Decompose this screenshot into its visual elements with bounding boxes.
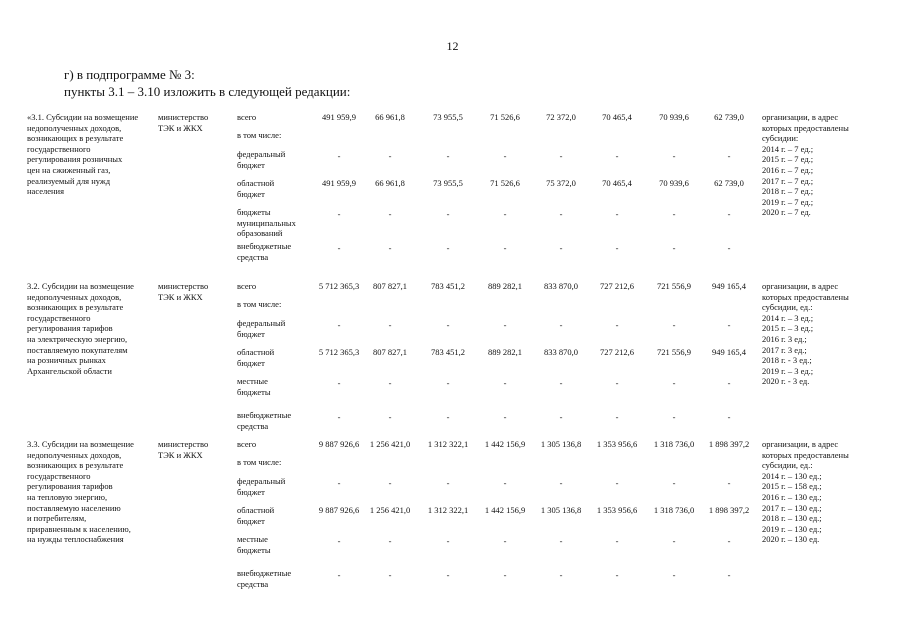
federal-dash-cell: - xyxy=(672,151,676,161)
local-dash-cell: - xyxy=(672,536,676,546)
extrabudget-dash-cell: - xyxy=(672,412,676,422)
extrabudget-dash-cell: - xyxy=(503,570,507,580)
result-line: 2017 г. – 130 ед.; xyxy=(762,502,822,513)
regional-value-cell: 721 556,9 xyxy=(657,347,691,357)
extrabudget-dash-cell: - xyxy=(559,412,563,422)
block-title-line: недополученных доходов, xyxy=(27,122,122,133)
regional-value-cell: 1 898 397,2 xyxy=(708,505,750,515)
federal-dash-cell: - xyxy=(727,320,731,330)
executor-line: ТЭК и ЖКХ xyxy=(158,449,203,460)
federal-dash-cell: - xyxy=(503,320,507,330)
block-title-line: государственного xyxy=(27,143,91,154)
local-dash-cell: - xyxy=(559,209,563,219)
block-title-line: 3.2. Субсидии на возмещение xyxy=(27,281,134,291)
result-line: 2016 г. – 7 ед.; xyxy=(762,165,814,175)
row-label-regional: областной xyxy=(237,505,275,515)
local-dash-cell: - xyxy=(446,536,450,546)
local-dash-cell: - xyxy=(559,378,563,388)
result-line: 2015 г. – 7 ед.; xyxy=(762,154,814,165)
federal-dash-cell: - xyxy=(503,151,507,161)
local-dash-cell: - xyxy=(503,536,507,546)
regional-value-cell: 1 256 421,0 xyxy=(369,505,411,515)
extrabudget-dash-cell: - xyxy=(388,412,392,422)
block-title-line: на розничных рынках xyxy=(27,355,106,366)
result-line: субсидии: xyxy=(762,133,799,144)
result-line: субсидии, ед.: xyxy=(762,460,813,471)
local-dash-cell: - xyxy=(615,536,619,546)
result-line: 2019 г. – 3 ед.; xyxy=(762,365,814,376)
block-title-line: государственного xyxy=(27,312,91,323)
executor-line: ТЭК и ЖКХ xyxy=(158,122,203,133)
federal-dash-cell: - xyxy=(672,320,676,330)
federal-dash-cell: - xyxy=(388,478,392,488)
row-label-federal: федеральный xyxy=(237,476,286,486)
result-line: 2014 г. – 130 ед.; xyxy=(762,470,822,481)
total-value-cell: 70 465,4 xyxy=(602,112,632,122)
row-label-extrabudget: средства xyxy=(237,251,269,262)
executor-line: министерство xyxy=(158,281,209,291)
result-line: 2020 г. - 3 ед. xyxy=(762,376,810,387)
row-label-municipal: бюджеты xyxy=(237,207,271,217)
row-label-mestnye: местные xyxy=(237,534,268,544)
block-title-line: цен на сжиженный газ, xyxy=(27,165,111,175)
row-label-including: в том числе: xyxy=(237,299,282,309)
regional-value-cell: 1 305 136,8 xyxy=(540,505,582,515)
regional-value-cell: 1 312 322,1 xyxy=(427,505,469,515)
regional-value-cell: 71 526,6 xyxy=(490,178,520,188)
row-label-mestnye: бюджеты xyxy=(237,544,271,555)
row-label-regional: бюджет xyxy=(237,188,265,199)
block-title-line: на электрическую энергию, xyxy=(27,334,128,344)
executor-line: министерство xyxy=(158,112,209,122)
federal-dash-cell: - xyxy=(559,320,563,330)
block-title-line: Архангельской области xyxy=(27,365,112,376)
regional-value-cell: 889 282,1 xyxy=(488,347,522,357)
block-title-line: регулирования тарифов xyxy=(27,323,113,334)
result-line: 2016 г. – 130 ед.; xyxy=(762,492,822,502)
row-label-federal: федеральный xyxy=(237,149,286,159)
block-title-line: на нужды теплоснабжения xyxy=(27,534,124,545)
row-label-regional: бюджет xyxy=(237,515,265,526)
extrabudget-dash-cell: - xyxy=(727,243,731,253)
federal-dash-cell: - xyxy=(337,478,341,488)
local-dash-cell: - xyxy=(672,378,676,388)
total-value-cell: 721 556,9 xyxy=(657,281,691,291)
local-dash-cell: - xyxy=(337,378,341,388)
block-title-line: недополученных доходов, xyxy=(27,449,122,460)
regional-value-cell: 949 165,4 xyxy=(712,347,746,357)
result-line: организации, в адрес xyxy=(762,112,839,122)
page-number: 12 xyxy=(446,39,459,53)
block-title-line: поставляемую покупателям xyxy=(27,344,128,355)
result-line: 2019 г. – 7 ед.; xyxy=(762,196,814,207)
federal-dash-cell: - xyxy=(615,320,619,330)
row-label-municipal: образований xyxy=(237,228,283,239)
result-line: 2017 г. 3 ед.; xyxy=(762,344,807,355)
result-line: которых предоставлены xyxy=(762,449,849,460)
row-label-regional: бюджет xyxy=(237,357,265,368)
regional-value-cell: 491 959,9 xyxy=(322,178,356,188)
row-label-regional: областной xyxy=(237,178,275,188)
row-label-total: всего xyxy=(237,112,257,122)
total-value-cell: 1 318 736,0 xyxy=(653,439,695,449)
block-title-line: государственного xyxy=(27,470,91,481)
total-value-cell: 73 955,5 xyxy=(433,112,463,122)
extrabudget-dash-cell: - xyxy=(559,243,563,253)
block-title-line: поставляемую населению xyxy=(27,502,121,513)
regional-value-cell: 75 372,0 xyxy=(546,178,576,188)
regional-value-cell: 1 442 156,9 xyxy=(484,505,526,515)
regional-value-cell: 1 353 956,6 xyxy=(596,505,638,515)
extrabudget-dash-cell: - xyxy=(337,570,341,580)
row-label-federal: бюджет xyxy=(237,328,265,339)
result-line: которых предоставлены xyxy=(762,122,849,133)
extrabudget-dash-cell: - xyxy=(727,570,731,580)
row-label-municipal: муниципальных xyxy=(237,217,296,228)
heading-line-1: г) в подпрограмме № 3: xyxy=(64,67,195,82)
extrabudget-dash-cell: - xyxy=(559,570,563,580)
row-label-total: всего xyxy=(237,281,257,291)
total-value-cell: 62 739,0 xyxy=(714,112,744,122)
federal-dash-cell: - xyxy=(388,320,392,330)
federal-dash-cell: - xyxy=(615,151,619,161)
row-label-including: в том числе: xyxy=(237,457,282,467)
local-dash-cell: - xyxy=(503,209,507,219)
result-line: 2015 г. – 3 ед.; xyxy=(762,323,814,334)
extrabudget-dash-cell: - xyxy=(672,570,676,580)
extrabudget-dash-cell: - xyxy=(446,570,450,580)
regional-value-cell: 833 870,0 xyxy=(544,347,578,357)
local-dash-cell: - xyxy=(559,536,563,546)
regional-value-cell: 70 939,6 xyxy=(659,178,689,188)
local-dash-cell: - xyxy=(672,209,676,219)
row-label-total: всего xyxy=(237,439,257,449)
federal-dash-cell: - xyxy=(446,320,450,330)
row-label-federal: бюджет xyxy=(237,159,265,170)
extrabudget-dash-cell: - xyxy=(446,243,450,253)
regional-value-cell: 783 451,2 xyxy=(431,347,465,357)
total-value-cell: 1 312 322,1 xyxy=(427,439,469,449)
total-value-cell: 1 898 397,2 xyxy=(708,439,750,449)
block-title-line: на тепловую энергию, xyxy=(27,492,108,502)
total-value-cell: 71 526,6 xyxy=(490,112,520,122)
local-dash-cell: - xyxy=(388,209,392,219)
regional-value-cell: 62 739,0 xyxy=(714,178,744,188)
total-value-cell: 491 959,9 xyxy=(322,112,356,122)
total-value-cell: 70 939,6 xyxy=(659,112,689,122)
local-dash-cell: - xyxy=(615,209,619,219)
result-line: 2020 г. – 130 ед. xyxy=(762,534,820,545)
extrabudget-dash-cell: - xyxy=(503,243,507,253)
local-dash-cell: - xyxy=(615,378,619,388)
federal-dash-cell: - xyxy=(503,478,507,488)
result-line: 2014 г. – 3 ед.; xyxy=(762,312,814,323)
result-line: организации, в адрес xyxy=(762,439,839,449)
block-title-line: регулирования тарифов xyxy=(27,481,113,492)
total-value-cell: 889 282,1 xyxy=(488,281,522,291)
regional-value-cell: 807 827,1 xyxy=(373,347,407,357)
extrabudget-dash-cell: - xyxy=(503,412,507,422)
total-value-cell: 1 256 421,0 xyxy=(369,439,411,449)
federal-dash-cell: - xyxy=(727,151,731,161)
federal-dash-cell: - xyxy=(446,151,450,161)
result-line: 2015 г. – 158 ед.; xyxy=(762,481,822,492)
extrabudget-dash-cell: - xyxy=(337,412,341,422)
result-line: которых предоставлены xyxy=(762,291,849,302)
total-value-cell: 949 165,4 xyxy=(712,281,746,291)
local-dash-cell: - xyxy=(388,536,392,546)
row-label-extrabudget: внебюджетные xyxy=(237,410,292,420)
result-line: 2017 г. – 7 ед.; xyxy=(762,175,814,186)
block-title-line: реализуемый для нужд xyxy=(27,175,111,186)
result-line: 2016 г. 3 ед.; xyxy=(762,334,807,344)
total-value-cell: 727 212,6 xyxy=(600,281,634,291)
block-title-line: возникающих в результате xyxy=(27,460,124,471)
federal-dash-cell: - xyxy=(559,151,563,161)
result-line: субсидии, ед.: xyxy=(762,302,813,313)
executor-line: министерство xyxy=(158,439,209,449)
block-title-line: населения xyxy=(27,186,64,197)
row-label-mestnye: бюджеты xyxy=(237,386,271,397)
extrabudget-dash-cell: - xyxy=(727,412,731,422)
federal-dash-cell: - xyxy=(559,478,563,488)
block-title-line: регулирования розничных xyxy=(27,154,123,165)
result-line: организации, в адрес xyxy=(762,281,839,291)
federal-dash-cell: - xyxy=(337,320,341,330)
total-value-cell: 807 827,1 xyxy=(373,281,407,291)
result-line: 2019 г. – 130 ед.; xyxy=(762,523,822,534)
block-title-line: и потребителям, xyxy=(27,513,87,524)
row-label-extrabudget: внебюджетные xyxy=(237,568,292,578)
row-label-federal: бюджет xyxy=(237,486,265,497)
total-value-cell: 1 353 956,6 xyxy=(596,439,638,449)
total-value-cell: 1 442 156,9 xyxy=(484,439,526,449)
federal-dash-cell: - xyxy=(727,478,731,488)
local-dash-cell: - xyxy=(727,378,731,388)
total-value-cell: 9 887 926,6 xyxy=(318,439,360,449)
extrabudget-dash-cell: - xyxy=(615,412,619,422)
federal-dash-cell: - xyxy=(672,478,676,488)
local-dash-cell: - xyxy=(337,209,341,219)
extrabudget-dash-cell: - xyxy=(388,243,392,253)
total-value-cell: 72 372,0 xyxy=(546,112,576,122)
row-label-extrabudget: средства xyxy=(237,578,269,589)
total-value-cell: 833 870,0 xyxy=(544,281,578,291)
row-label-regional: областной xyxy=(237,347,275,357)
extrabudget-dash-cell: - xyxy=(446,412,450,422)
total-value-cell: 783 451,2 xyxy=(431,281,465,291)
federal-dash-cell: - xyxy=(337,151,341,161)
extrabudget-dash-cell: - xyxy=(337,243,341,253)
row-label-extrabudget: внебюджетные xyxy=(237,241,292,251)
row-label-mestnye: местные xyxy=(237,376,268,386)
regional-value-cell: 66 961,8 xyxy=(375,178,405,188)
block-title-line: приравненным к населению, xyxy=(27,523,131,534)
local-dash-cell: - xyxy=(446,209,450,219)
heading-line-2: пункты 3.1 – 3.10 изложить в следующей редакции: xyxy=(64,84,351,99)
extrabudget-dash-cell: - xyxy=(672,243,676,253)
regional-value-cell: 70 465,4 xyxy=(602,178,632,188)
total-value-cell: 66 961,8 xyxy=(375,112,405,122)
local-dash-cell: - xyxy=(337,536,341,546)
block-title-line: возникающих в результате xyxy=(27,133,124,144)
regional-value-cell: 727 212,6 xyxy=(600,347,634,357)
result-line: 2018 г. - 3 ед.; xyxy=(762,355,812,366)
block-title-line: возникающих в результате xyxy=(27,302,124,313)
result-line: 2020 г. – 7 ед. xyxy=(762,207,811,218)
block-title-line: недополученных доходов, xyxy=(27,291,122,302)
extrabudget-dash-cell: - xyxy=(615,570,619,580)
block-title-line: 3.3. Субсидии на возмещение xyxy=(27,439,134,449)
federal-dash-cell: - xyxy=(388,151,392,161)
row-label-extrabudget: средства xyxy=(237,420,269,431)
federal-dash-cell: - xyxy=(446,478,450,488)
local-dash-cell: - xyxy=(727,209,731,219)
regional-value-cell: 5 712 365,3 xyxy=(318,347,360,357)
total-value-cell: 1 305 136,8 xyxy=(540,439,582,449)
local-dash-cell: - xyxy=(446,378,450,388)
local-dash-cell: - xyxy=(388,378,392,388)
local-dash-cell: - xyxy=(503,378,507,388)
local-dash-cell: - xyxy=(727,536,731,546)
row-label-federal: федеральный xyxy=(237,318,286,328)
regional-value-cell: 9 887 926,6 xyxy=(318,505,360,515)
extrabudget-dash-cell: - xyxy=(388,570,392,580)
result-line: 2018 г. – 130 ед.; xyxy=(762,513,822,524)
result-line: 2014 г. – 7 ед.; xyxy=(762,143,814,154)
executor-line: ТЭК и ЖКХ xyxy=(158,291,203,302)
federal-dash-cell: - xyxy=(615,478,619,488)
regional-value-cell: 73 955,5 xyxy=(433,178,463,188)
total-value-cell: 5 712 365,3 xyxy=(318,281,360,291)
extrabudget-dash-cell: - xyxy=(615,243,619,253)
result-line: 2018 г. – 7 ед.; xyxy=(762,186,814,197)
block-title-line: «3.1. Субсидии на возмещение xyxy=(27,112,139,122)
row-label-including: в том числе: xyxy=(237,130,282,140)
regional-value-cell: 1 318 736,0 xyxy=(653,505,695,515)
